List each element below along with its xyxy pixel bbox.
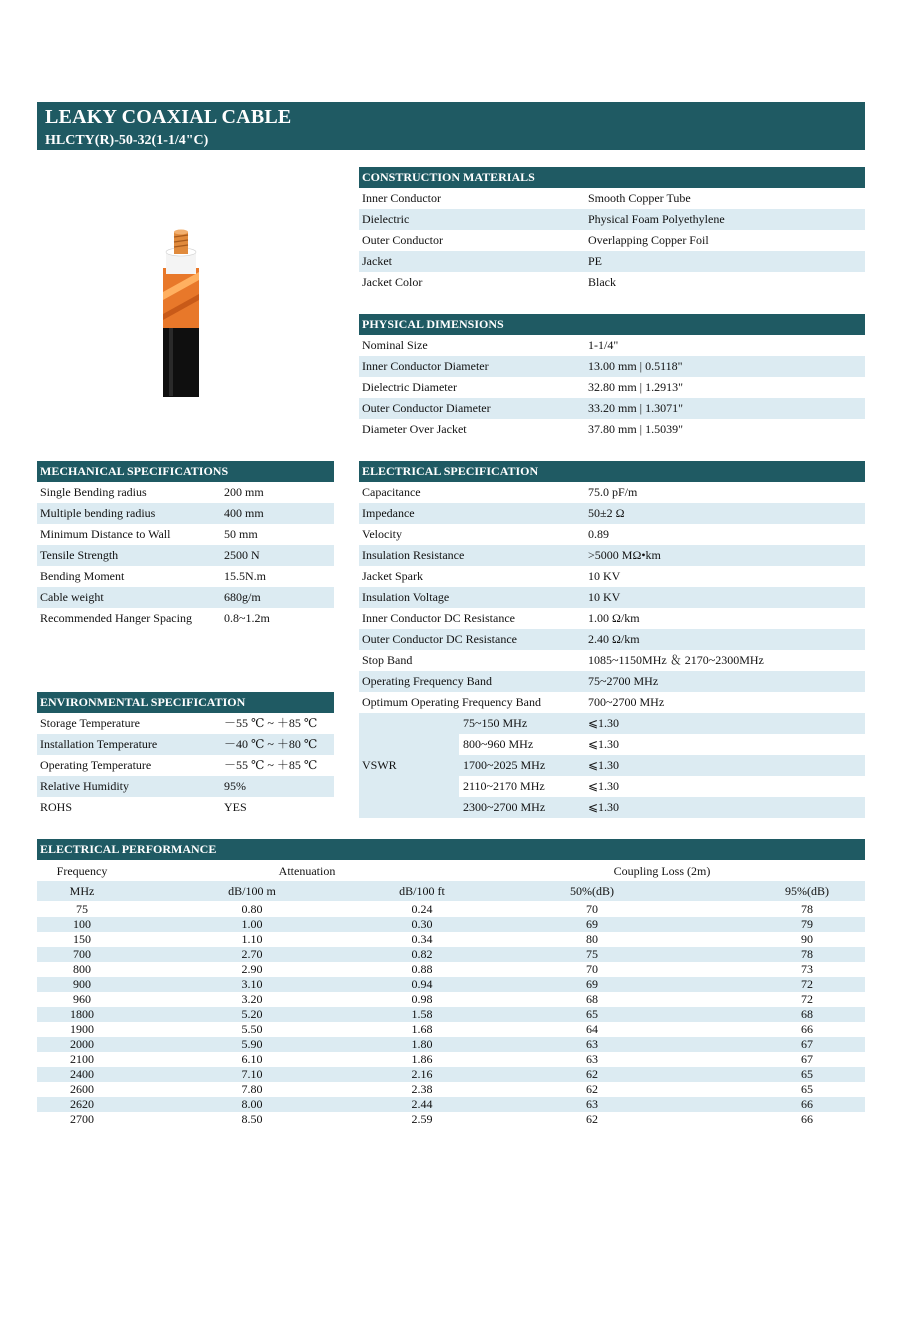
construction-value: Smooth Copper Tube [588, 191, 691, 205]
performance-cell: 8.50 [241, 1112, 263, 1126]
performance-cell: 65 [586, 1007, 598, 1021]
performance-row [37, 917, 865, 932]
performance-row [37, 992, 865, 1007]
construction-label: Jacket Color [362, 275, 423, 289]
physical-row [359, 335, 865, 356]
performance-cell: 69 [586, 977, 598, 991]
performance-cell: 7.80 [241, 1082, 263, 1096]
construction-row [359, 209, 865, 230]
mechanical-label: Multiple bending radius [40, 506, 156, 520]
electrical-label: Impedance [362, 506, 415, 520]
vswr-value: ⩽1.30 [588, 737, 620, 751]
electrical-label: Insulation Resistance [362, 548, 465, 562]
performance-cell: 67 [801, 1052, 813, 1066]
performance-cell: 150 [73, 932, 91, 946]
performance-cell: 0.94 [411, 977, 433, 991]
performance-cell: 63 [586, 1037, 598, 1051]
mechanical-row [37, 524, 334, 545]
electrical-row [359, 524, 865, 545]
mechanical-label: Cable weight [40, 590, 104, 604]
performance-column-header [37, 881, 865, 901]
performance-cell: 2.59 [411, 1112, 433, 1126]
physical-row [359, 398, 865, 419]
mechanical-label: Recommended Hanger Spacing [40, 611, 192, 625]
performance-cell: 1.10 [241, 932, 263, 946]
performance-cell: 64 [586, 1022, 598, 1036]
environmental-row [37, 713, 334, 734]
electrical-label: Optimum Operating Frequency Band [362, 695, 541, 709]
performance-cell: 3.10 [241, 977, 263, 991]
title-bar [37, 102, 865, 150]
performance-cell: 62 [586, 1067, 598, 1081]
performance-heading: ELECTRICAL PERFORMANCE [37, 839, 865, 860]
mechanical-row [37, 587, 334, 608]
performance-cell: 2000 [70, 1037, 94, 1051]
physical-label: Inner Conductor Diameter [362, 359, 489, 373]
construction-row [359, 272, 865, 293]
performance-row [37, 1007, 865, 1022]
environmental-label: Operating Temperature [40, 758, 152, 772]
performance-cell: 3.20 [241, 992, 263, 1006]
performance-cell: 0.34 [411, 932, 433, 946]
physical-value: 37.80 mm | 1.5039" [588, 422, 683, 436]
mechanical-row [37, 482, 334, 503]
performance-row [37, 1052, 865, 1067]
construction-value: Black [588, 275, 616, 289]
construction-row [359, 188, 865, 209]
performance-cell: 73 [801, 962, 813, 976]
group-frequency: Frequency [56, 864, 108, 878]
electrical-value: 75.0 pF/m [588, 485, 638, 499]
performance-cell: 1.00 [241, 917, 263, 931]
electrical-heading: ELECTRICAL SPECIFICATION [359, 461, 865, 482]
performance-cell: 2700 [70, 1112, 94, 1126]
mechanical-label: Single Bending radius [40, 485, 147, 499]
vswr-row [459, 713, 865, 734]
electrical-label: Jacket Spark [362, 569, 423, 583]
environmental-value: 95% [224, 779, 246, 793]
performance-cell: 5.50 [241, 1022, 263, 1036]
performance-cell: 5.20 [241, 1007, 263, 1021]
mechanical-row [37, 503, 334, 524]
electrical-row [359, 503, 865, 524]
physical-row [359, 377, 865, 398]
physical-value: 33.20 mm | 1.3071" [588, 401, 683, 415]
performance-cell: 65 [801, 1067, 813, 1081]
performance-cell: 1.58 [411, 1007, 433, 1021]
vswr-band: 2110~2170 MHz [463, 779, 545, 793]
electrical-value: 50±2 Ω [588, 506, 625, 520]
performance-cell: 2.38 [411, 1082, 433, 1096]
performance-cell: 100 [73, 917, 91, 931]
vswr-row [459, 776, 865, 797]
electrical-label: Velocity [362, 527, 402, 541]
construction-label: Dielectric [362, 212, 410, 226]
performance-cell: 66 [801, 1022, 813, 1036]
environmental-value: YES [224, 800, 247, 814]
environmental-row [37, 776, 334, 797]
performance-cell: 0.98 [411, 992, 433, 1006]
environmental-row [37, 797, 334, 818]
performance-cell: 2.16 [411, 1067, 433, 1081]
mechanical-value: 200 mm [224, 485, 264, 499]
performance-cell: 2100 [70, 1052, 94, 1066]
electrical-row [359, 608, 865, 629]
physical-row [359, 356, 865, 377]
performance-row [37, 947, 865, 962]
electrical-row [359, 545, 865, 566]
mechanical-label: Minimum Distance to Wall [40, 527, 171, 541]
electrical-row [359, 629, 865, 650]
cable-illustration [160, 228, 202, 398]
physical-label: Nominal Size [362, 338, 428, 352]
performance-cell: 70 [586, 902, 598, 916]
performance-cell: 2.90 [241, 962, 263, 976]
performance-row [37, 1097, 865, 1112]
vswr-value: ⩽1.30 [588, 800, 620, 814]
performance-cell: 66 [801, 1112, 813, 1126]
vswr-row [459, 797, 865, 818]
performance-cell: 2600 [70, 1082, 94, 1096]
mechanical-value: 2500 N [224, 548, 260, 562]
physical-row [359, 419, 865, 440]
electrical-label: Capacitance [362, 485, 421, 499]
performance-cell: 67 [801, 1037, 813, 1051]
performance-column-label: dB/100 ft [399, 884, 445, 898]
environmental-value: －55 ℃ ~ ＋85 ℃ [224, 758, 318, 772]
performance-cell: 1.68 [411, 1022, 433, 1036]
performance-cell: 2620 [70, 1097, 94, 1111]
construction-row [359, 251, 865, 272]
performance-cell: 66 [801, 1097, 813, 1111]
group-coupling: Coupling Loss (2m) [613, 864, 711, 878]
mechanical-label: Tensile Strength [40, 548, 119, 562]
vswr-label-text: VSWR [362, 758, 397, 772]
vswr-value: ⩽1.30 [588, 779, 620, 793]
performance-row [37, 1082, 865, 1097]
electrical-value: >5000 MΩ•km [588, 548, 661, 562]
electrical-label: Stop Band [362, 653, 413, 667]
performance-cell: 7.10 [241, 1067, 263, 1081]
performance-cell: 72 [801, 977, 813, 991]
performance-cell: 900 [73, 977, 91, 991]
performance-cell: 0.30 [411, 917, 433, 931]
performance-row [37, 1037, 865, 1052]
performance-row [37, 1022, 865, 1037]
mechanical-row [37, 608, 334, 629]
electrical-row [359, 671, 865, 692]
electrical-value: 700~2700 MHz [588, 695, 665, 709]
electrical-row [359, 566, 865, 587]
performance-cell: 1.86 [411, 1052, 433, 1066]
mechanical-row [37, 545, 334, 566]
performance-cell: 0.80 [241, 902, 263, 916]
performance-cell: 75 [76, 902, 88, 916]
physical-label: Diameter Over Jacket [362, 422, 467, 436]
electrical-row [359, 692, 865, 713]
performance-cell: 0.82 [411, 947, 433, 961]
performance-cell: 80 [586, 932, 598, 946]
performance-group-header [37, 861, 865, 881]
performance-cell: 63 [586, 1097, 598, 1111]
vswr-label [359, 713, 459, 818]
physical-value: 13.00 mm | 0.5118" [588, 359, 683, 373]
vswr-band: 2300~2700 MHz [463, 800, 546, 814]
performance-cell: 1.80 [411, 1037, 433, 1051]
performance-cell: 0.24 [411, 902, 433, 916]
environmental-value: －55 ℃ ~ ＋85 ℃ [224, 716, 318, 730]
performance-column-label: 50%(dB) [570, 884, 614, 898]
performance-cell: 2400 [70, 1067, 94, 1081]
electrical-value: 10 KV [588, 569, 621, 583]
electrical-value: 0.89 [588, 527, 609, 541]
construction-value: Physical Foam Polyethylene [588, 212, 725, 226]
physical-label: Dielectric Diameter [362, 380, 457, 394]
performance-row [37, 1112, 865, 1127]
environmental-value: －40 ℃ ~ ＋80 ℃ [224, 737, 318, 751]
mechanical-value: 0.8~1.2m [224, 611, 270, 625]
environmental-row [37, 734, 334, 755]
environmental-label: Storage Temperature [40, 716, 140, 730]
mechanical-row [37, 566, 334, 587]
vswr-band: 75~150 MHz [463, 716, 528, 730]
performance-column-label: 95%(dB) [785, 884, 829, 898]
mechanical-label: Bending Moment [40, 569, 125, 583]
performance-column-label: dB/100 m [228, 884, 276, 898]
electrical-label: Insulation Voltage [362, 590, 450, 604]
performance-cell: 62 [586, 1082, 598, 1096]
construction-row [359, 230, 865, 251]
mechanical-value: 400 mm [224, 506, 264, 520]
performance-cell: 68 [586, 992, 598, 1006]
performance-cell: 6.10 [241, 1052, 263, 1066]
performance-cell: 800 [73, 962, 91, 976]
page-title: LEAKY COAXIAL CABLE [45, 106, 292, 128]
environmental-row [37, 755, 334, 776]
performance-cell: 65 [801, 1082, 813, 1096]
vswr-row [459, 734, 865, 755]
physical-value: 1-1/4" [588, 338, 619, 352]
vswr-value: ⩽1.30 [588, 758, 620, 772]
performance-cell: 75 [586, 947, 598, 961]
construction-value: PE [588, 254, 603, 268]
construction-label: Jacket [362, 254, 392, 268]
model-number: HLCTY(R)-50-32(1-1/4"C) [45, 133, 209, 148]
electrical-label: Operating Frequency Band [362, 674, 492, 688]
performance-cell: 62 [586, 1112, 598, 1126]
electrical-row [359, 587, 865, 608]
environmental-heading: ENVIRONMENTAL SPECIFICATION [37, 692, 334, 713]
mechanical-value: 15.5N.m [224, 569, 266, 583]
performance-cell: 700 [73, 947, 91, 961]
performance-cell: 68 [801, 1007, 813, 1021]
environmental-label: Installation Temperature [40, 737, 158, 751]
performance-cell: 1900 [70, 1022, 94, 1036]
performance-cell: 72 [801, 992, 813, 1006]
construction-label: Inner Conductor [362, 191, 441, 205]
electrical-row [359, 650, 865, 671]
mechanical-value: 50 mm [224, 527, 258, 541]
electrical-label: Inner Conductor DC Resistance [362, 611, 515, 625]
performance-cell: 2.44 [411, 1097, 433, 1111]
electrical-value: 75~2700 MHz [588, 674, 659, 688]
performance-cell: 63 [586, 1052, 598, 1066]
vswr-band: 1700~2025 MHz [463, 758, 546, 772]
performance-row [37, 977, 865, 992]
performance-cell: 5.90 [241, 1037, 263, 1051]
performance-cell: 1800 [70, 1007, 94, 1021]
performance-cell: 70 [586, 962, 598, 976]
electrical-row [359, 482, 865, 503]
performance-cell: 78 [801, 947, 813, 961]
physical-label: Outer Conductor Diameter [362, 401, 491, 415]
vswr-value: ⩽1.30 [588, 716, 620, 730]
physical-value: 32.80 mm | 1.2913" [588, 380, 683, 394]
construction-heading: CONSTRUCTION MATERIALS [359, 167, 865, 188]
mechanical-value: 680g/m [224, 590, 261, 604]
electrical-label: Outer Conductor DC Resistance [362, 632, 517, 646]
group-attenuation: Attenuation [278, 864, 336, 878]
performance-row [37, 962, 865, 977]
performance-cell: 960 [73, 992, 91, 1006]
electrical-value: 2.40 Ω/km [588, 632, 640, 646]
electrical-value: 10 KV [588, 590, 621, 604]
performance-cell: 2.70 [241, 947, 263, 961]
construction-value: Overlapping Copper Foil [588, 233, 709, 247]
electrical-value: 1085~1150MHz ＆ 2170~2300MHz [588, 653, 764, 667]
performance-cell: 90 [801, 932, 813, 946]
mechanical-heading: MECHANICAL SPECIFICATIONS [37, 461, 334, 482]
performance-column-label: MHz [69, 884, 95, 898]
vswr-row [459, 755, 865, 776]
electrical-value: 1.00 Ω/km [588, 611, 640, 625]
vswr-band: 800~960 MHz [463, 737, 534, 751]
performance-cell: 0.88 [411, 962, 433, 976]
performance-row [37, 1067, 865, 1082]
performance-row [37, 902, 865, 917]
performance-row [37, 932, 865, 947]
performance-cell: 69 [586, 917, 598, 931]
physical-heading: PHYSICAL DIMENSIONS [359, 314, 865, 335]
performance-cell: 79 [801, 917, 813, 931]
performance-cell: 8.00 [241, 1097, 263, 1111]
performance-cell: 78 [801, 902, 813, 916]
environmental-label: ROHS [40, 800, 73, 814]
environmental-label: Relative Humidity [40, 779, 129, 793]
construction-label: Outer Conductor [362, 233, 443, 247]
